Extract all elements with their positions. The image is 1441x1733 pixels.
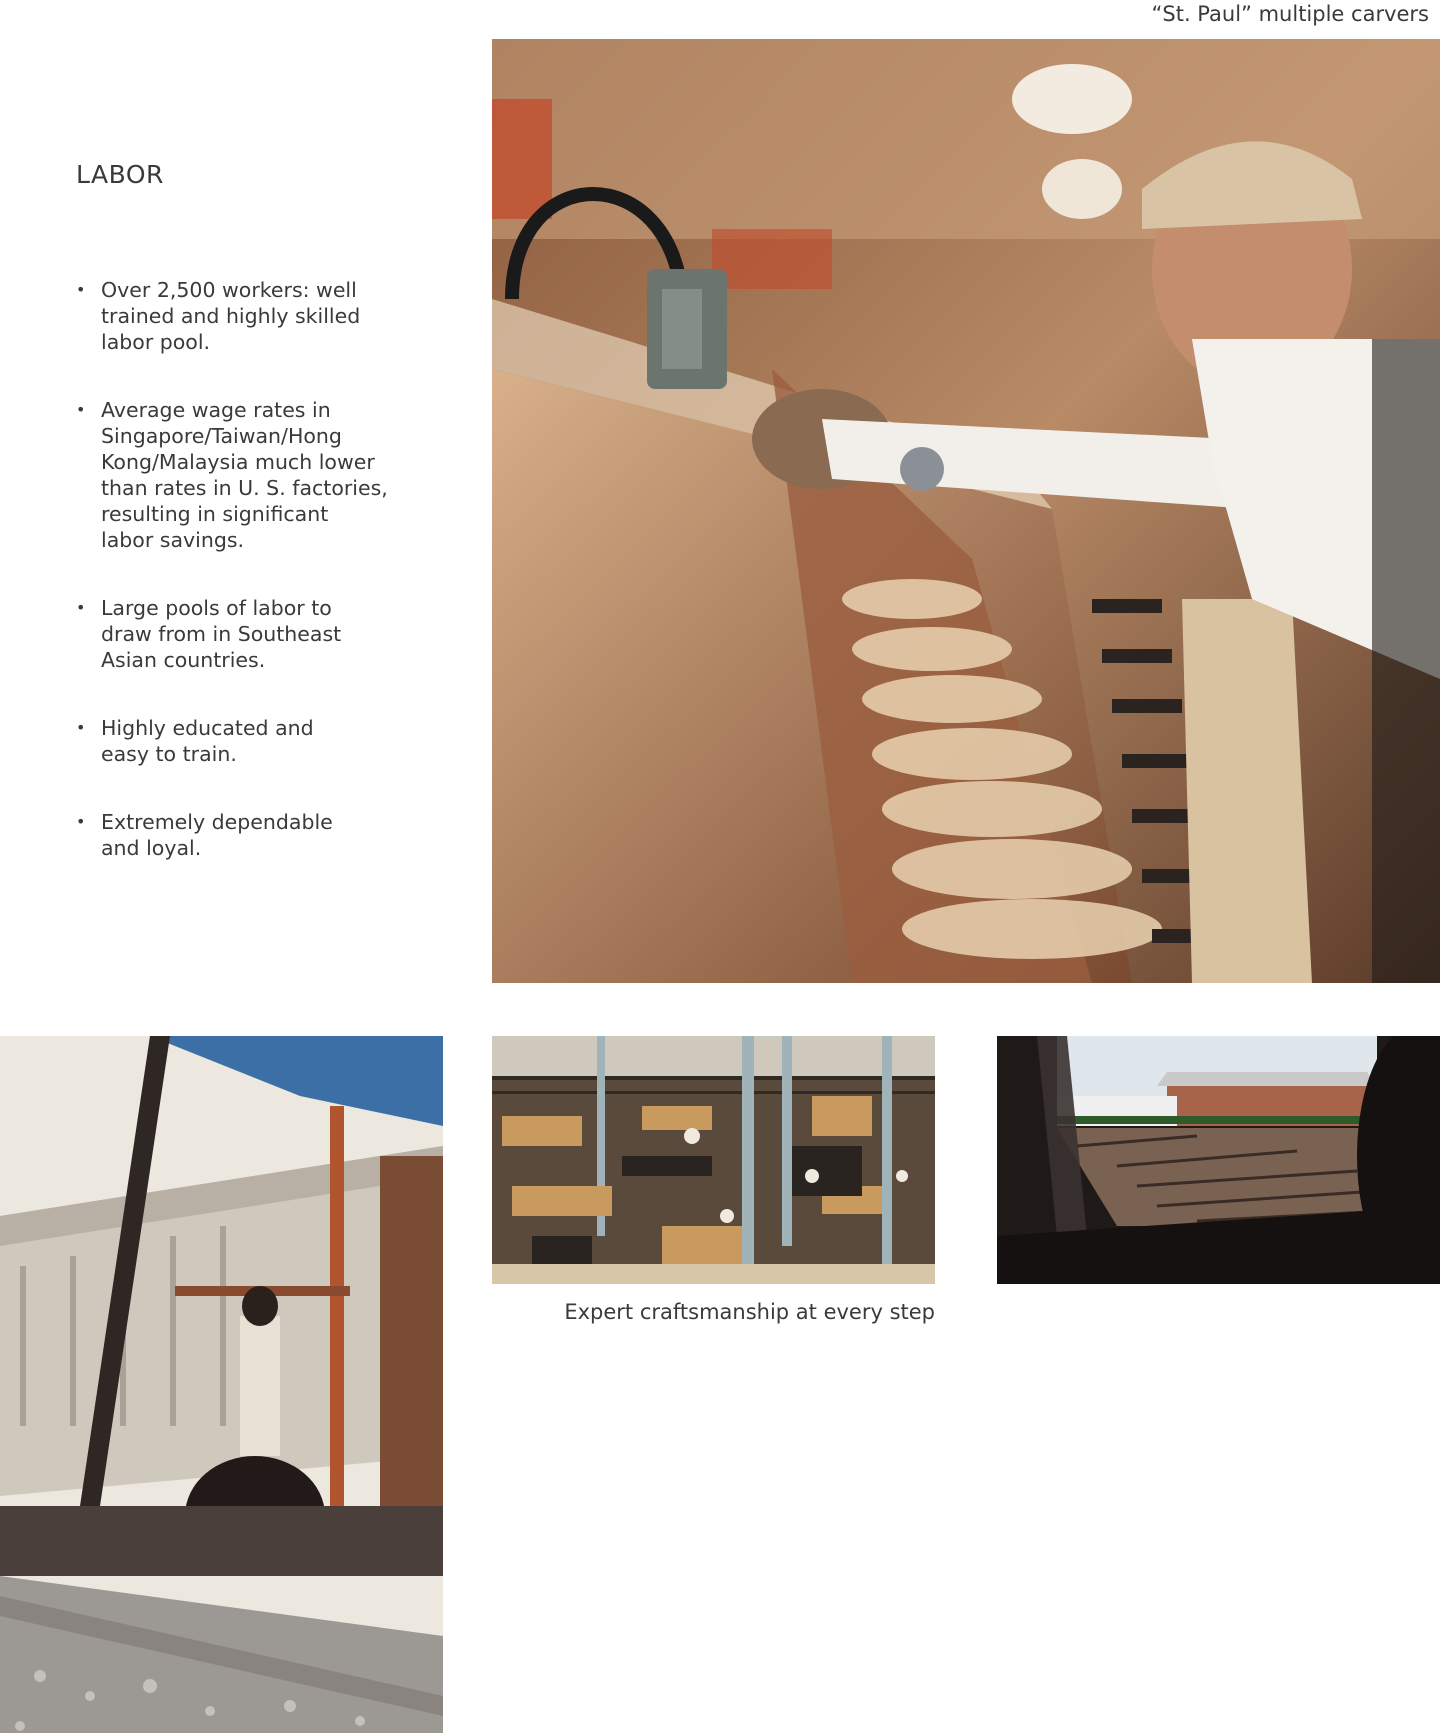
bullet-line: Asian countries. <box>101 648 266 672</box>
bullet-dot-icon: • <box>76 718 86 737</box>
carving-machine-illustration <box>492 39 1440 983</box>
bullet-line: Average wage rates in <box>101 398 331 422</box>
bullet-item <box>76 715 376 767</box>
bullet-line: trained and highly skilled <box>101 304 361 328</box>
bullet-dot-icon: • <box>76 812 86 831</box>
bullet-line: labor savings. <box>101 528 245 552</box>
bullet-line: Singapore/Taiwan/Hong <box>101 424 342 448</box>
bullet-item <box>76 595 376 673</box>
bullet-item <box>76 809 376 861</box>
bullet-dot-icon: • <box>76 598 86 617</box>
bullet-line: Over 2,500 workers: well <box>101 278 357 302</box>
bullet-line: Highly educated and <box>101 716 314 740</box>
bullet-line: and loyal. <box>101 836 202 860</box>
factory-floor-illustration <box>492 1036 935 1284</box>
bullet-dot-icon: • <box>76 280 86 299</box>
bullet-line: draw from in Southeast <box>101 622 342 646</box>
bullet-line: labor pool. <box>101 330 211 354</box>
photo-railway-siding <box>0 1036 443 1733</box>
railway-siding-illustration <box>0 1036 443 1733</box>
bullet-line: Large pools of labor to <box>101 596 332 620</box>
photo-lumber-yard <box>997 1036 1440 1284</box>
photo-carving-machine <box>492 39 1440 983</box>
bullet-dot-icon: • <box>76 400 86 419</box>
bullet-line: easy to train. <box>101 742 237 766</box>
photo-caption-carvers: “St. Paul” multiple carvers <box>1151 2 1429 26</box>
bullet-line: Kong/Malaysia much lower <box>101 450 375 474</box>
lumber-yard-illustration <box>997 1036 1440 1284</box>
section-title: LABOR <box>76 160 164 189</box>
bullet-item <box>76 397 388 553</box>
bullet-line: resulting in significant <box>101 502 329 526</box>
bullet-line: than rates in U. S. factories, <box>101 476 388 500</box>
photo-factory-floor <box>492 1036 935 1284</box>
labor-bullet-list <box>76 277 388 903</box>
bullet-item <box>76 277 376 355</box>
bullet-line: Extremely dependable <box>101 810 333 834</box>
photo-caption-craftsmanship: Expert craftsmanship at every step <box>564 1300 935 1324</box>
